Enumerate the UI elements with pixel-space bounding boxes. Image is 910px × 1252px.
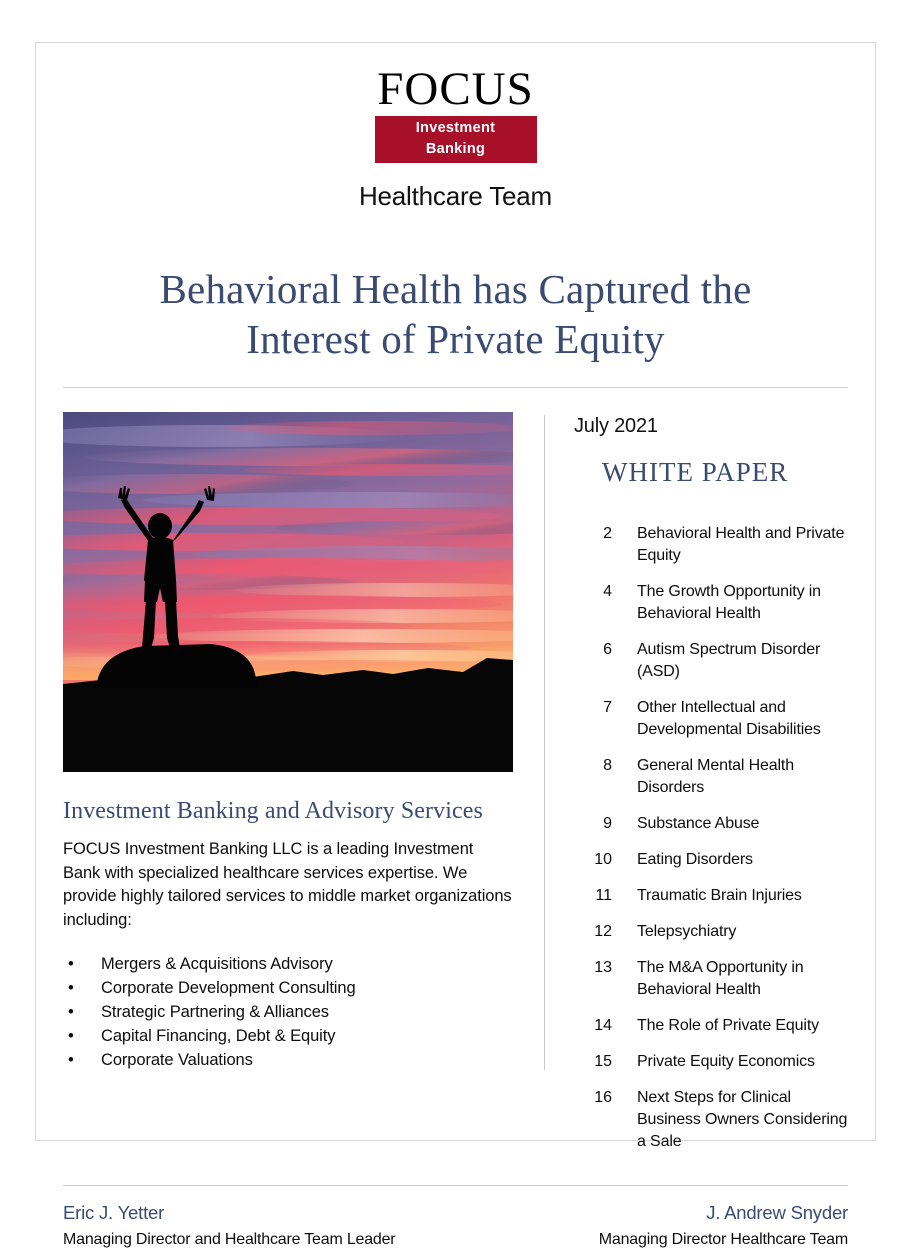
toc-page-number: 4 xyxy=(603,583,612,600)
toc-page-number: 2 xyxy=(603,525,612,542)
list-item xyxy=(63,1000,514,1024)
toc-page-number: 8 xyxy=(603,757,612,774)
toc-entry[interactable] xyxy=(574,1015,848,1037)
toc-entry-title: Telepsychiatry xyxy=(637,923,737,940)
toc-entry-title: General Mental Health Disorders xyxy=(637,757,794,796)
toc-entry[interactable] xyxy=(574,1051,848,1073)
table-of-contents xyxy=(574,523,848,1153)
document-type-label: WHITE PAPER xyxy=(602,457,789,487)
left-column xyxy=(63,412,514,1072)
toc-entry[interactable] xyxy=(574,849,848,871)
team-subtitle: Healthcare Team xyxy=(358,181,553,211)
service-label: Mergers & Acquisitions Advisory xyxy=(101,955,333,973)
toc-entry-title: Substance Abuse xyxy=(637,815,760,832)
toc-page-number: 9 xyxy=(603,815,612,832)
contact-role: Managing Director Healthcare Team xyxy=(598,1231,848,1248)
toc-entry-title: Next Steps for Clinical Business Owners Considering a Sale xyxy=(637,1089,848,1150)
company-blurb: FOCUS Investment Banking LLC is a leading Investment Bank with specialized healthcare services expertise. We provide highly tailored services to middle market organizations including: xyxy=(63,840,512,929)
issue-date: July 2021 xyxy=(574,415,658,437)
focus-logo xyxy=(375,63,537,163)
toc-entry-title: Traumatic Brain Injuries xyxy=(637,887,802,904)
services-list xyxy=(63,952,514,1072)
column-divider xyxy=(544,415,545,1070)
toc-page-number: 7 xyxy=(603,699,612,716)
bullet-icon: • xyxy=(68,1027,74,1045)
page-title xyxy=(36,264,875,364)
service-label: Corporate Valuations xyxy=(101,1051,253,1069)
toc-entry[interactable] xyxy=(574,1087,848,1153)
toc-page-number: 10 xyxy=(594,851,612,868)
contact-name: J. Andrew Snyder xyxy=(706,1202,848,1223)
toc-page-number: 12 xyxy=(594,923,612,940)
contact-left xyxy=(63,1200,395,1252)
title-divider xyxy=(63,387,848,388)
bullet-icon: • xyxy=(68,979,74,997)
toc-entry[interactable] xyxy=(574,957,848,1001)
contact-right xyxy=(599,1200,848,1252)
toc-entry-title: Eating Disorders xyxy=(637,851,753,868)
toc-entry[interactable] xyxy=(574,813,848,835)
service-label: Strategic Partnering & Alliances xyxy=(101,1003,329,1021)
toc-page-number: 13 xyxy=(594,959,612,976)
list-item xyxy=(63,1048,514,1072)
list-item xyxy=(63,976,514,1000)
toc-entry[interactable] xyxy=(574,523,848,567)
services-heading: Investment Banking and Advisory Services xyxy=(63,798,483,824)
contact-role: Managing Director and Healthcare Team Leader xyxy=(63,1231,396,1248)
toc-entry-title: The Role of Private Equity xyxy=(637,1017,819,1034)
list-item xyxy=(63,952,514,976)
contact-name: Eric J. Yetter xyxy=(63,1202,165,1223)
toc-entry[interactable] xyxy=(574,697,848,741)
toc-entry-title: Behavioral Health and Private Equity xyxy=(637,525,845,564)
toc-entry[interactable] xyxy=(574,755,848,799)
toc-entry[interactable] xyxy=(574,921,848,943)
toc-page-number: 11 xyxy=(595,887,612,904)
bullet-icon: • xyxy=(68,955,74,973)
page-title-line-2: Interest of Private Equity xyxy=(246,316,665,362)
toc-page-number: 15 xyxy=(594,1053,612,1070)
right-column xyxy=(514,412,848,1167)
toc-page-number: 6 xyxy=(603,641,612,658)
toc-entry-title: The M&A Opportunity in Behavioral Health xyxy=(637,959,804,998)
bullet-icon: • xyxy=(68,1051,74,1069)
page-title-line-1: Behavioral Health has Captured the xyxy=(159,266,752,312)
bullet-icon: • xyxy=(68,1003,74,1021)
masthead xyxy=(36,43,875,212)
list-item xyxy=(63,1024,514,1048)
logo-wordmark: FOCUS xyxy=(377,63,534,115)
toc-entry[interactable] xyxy=(574,639,848,683)
service-label: Corporate Development Consulting xyxy=(101,979,356,997)
toc-entry[interactable] xyxy=(574,581,848,625)
hero-image xyxy=(63,412,513,772)
footer xyxy=(36,1185,875,1252)
toc-entry[interactable] xyxy=(574,885,848,907)
toc-entry-title: Other Intellectual and Developmental Disabilities xyxy=(637,699,821,738)
toc-entry-title: Autism Spectrum Disorder (ASD) xyxy=(637,641,821,680)
toc-page-number: 16 xyxy=(594,1089,612,1106)
content-columns xyxy=(36,412,875,1167)
logo-tagline-banner: Investment Banking xyxy=(375,116,537,163)
toc-entry-title: Private Equity Economics xyxy=(637,1053,815,1070)
toc-page-number: 14 xyxy=(594,1017,612,1034)
white-paper-cover-page xyxy=(35,42,876,1248)
sunset-silhouette-illustration xyxy=(63,412,513,772)
toc-entry-title: The Growth Opportunity in Behavioral Health xyxy=(637,583,821,622)
service-label: Capital Financing, Debt & Equity xyxy=(101,1027,336,1045)
